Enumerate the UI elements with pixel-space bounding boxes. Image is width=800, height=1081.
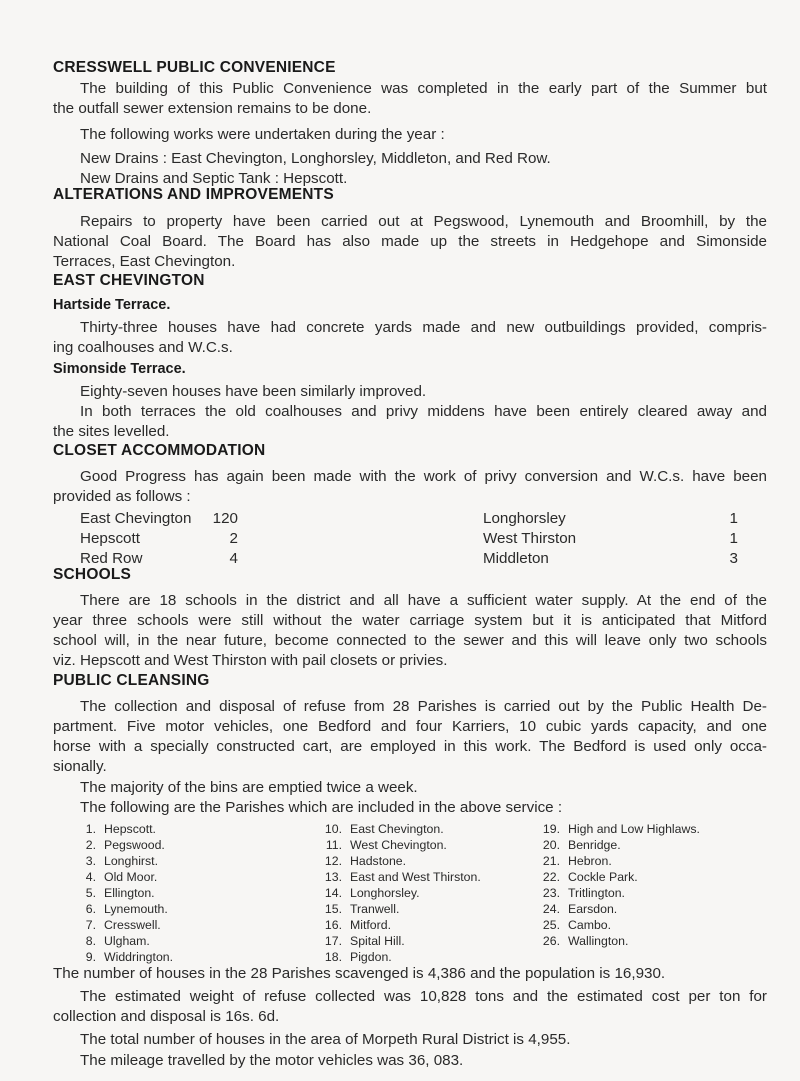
parish-list-item [74,917,173,933]
schools-heading: SCHOOLS [53,566,132,583]
cresswell-para2: The following works were undertaken during the year : [80,126,445,143]
weight-line1: The estimated weight of refuse collected was 10,828 tons and the estimated cost per ton for [80,988,767,1005]
parish-number: 5. [85,886,96,900]
parish-number: 14. [324,886,342,900]
parish-name: Tranwell. [350,902,400,916]
parish-number: 21. [542,854,560,868]
parish-number: 19. [542,822,560,836]
closet-heading: CLOSET ACCOMMODATION [53,442,266,459]
parish-number: 15. [324,902,342,916]
alterations-line3: Terraces, East Chevington. [53,253,236,270]
parish-name: Hepscott. [104,822,156,836]
parish-list-item [538,901,700,917]
parish-name: Longhirst. [104,854,159,868]
simonside-line1: Eighty-seven houses have been similarly improved. [80,383,427,400]
parish-number: 26. [542,934,560,948]
closet-count-a: 2 [229,530,238,547]
mileage-line: The mileage travelled by the motor vehicles was 36, 083. [80,1052,464,1069]
weight-line2: collection and disposal is 16s. 6d. [53,1008,280,1025]
parish-list-item [320,869,481,885]
schools-line4: viz. Hepscott and West Thirston with pail closets or privies. [53,652,448,669]
works-line-1: New Drains : East Chevington, Longhorsley, Middleton, and Red Row. [80,150,551,167]
parish-list-item [320,917,481,933]
parish-list-item [74,853,173,869]
parish-name: Ellington. [104,886,155,900]
schools-line1: There are 18 schools in the district and all have a sufficient water supply. At the end of the [80,592,767,609]
parish-name: Spital Hill. [350,934,405,948]
cleansing-line2: partment. Five motor vehicles, one Bedford and four Karriers, 10 cubic yards capacity, and one [53,718,767,735]
schools-line2: year three schools were still without the water carriage system but it is anticipated that Mitford [53,612,767,629]
parish-list-item [320,949,481,965]
alterations-heading: ALTERATIONS AND IMPROVEMENTS [53,186,334,203]
schools-line3: school will, in the near future, become connected to the sewer and this will leave only two schools [53,632,767,649]
parish-list-item [74,869,173,885]
total-houses-line: The total number of houses in the area of Morpeth Rural District is 4,955. [80,1031,571,1048]
closet-place-b: Middleton [483,550,549,567]
parish-name: Old Moor. [104,870,158,884]
parish-name: High and Low Highlaws. [568,822,700,836]
closet-place-b: Longhorsley [483,510,566,527]
parish-list-item [74,933,173,949]
parish-number: 8. [85,934,96,948]
closet-count-b: 1 [729,510,738,527]
parish-list-col2 [320,821,481,965]
parish-number: 11. [325,838,342,852]
parish-number: 9. [85,950,96,964]
parish-list-item [320,901,481,917]
works-line-2: New Drains and Septic Tank : Hepscott. [80,170,348,187]
parish-name: Widdrington. [104,950,174,964]
closet-count-a: 4 [229,550,238,567]
cleansing-line5: The majority of the bins are emptied twice a week. [80,779,418,796]
cleansing-line3: horse with a specially constructed cart, are employed in this work. The Bedford is used only occa- [53,738,767,755]
parish-number: 6. [85,902,96,916]
parish-list-item [320,821,481,837]
parish-number: 24. [542,902,560,916]
hartside-line2: ing coalhouses and W.C.s. [53,339,233,356]
parish-name: Lynemouth. [104,902,168,916]
parish-number: 16. [324,918,342,932]
parish-list-item [538,869,700,885]
closet-count-a: 120 [212,510,238,527]
parish-name: Longhorsley. [350,886,420,900]
parish-name: Pegswood. [104,838,165,852]
parish-list-item [538,837,700,853]
parish-number: 22. [542,870,560,884]
houses-line: The number of houses in the 28 Parishes scavenged is 4,386 and the population is 16,930. [53,965,666,982]
parish-name: Benridge. [568,838,621,852]
parish-number: 17. [324,934,342,948]
parish-list-item [320,933,481,949]
parish-list-item [74,837,173,853]
parish-list-item [320,853,481,869]
parish-list-item [538,885,700,901]
simonside-line3: the sites levelled. [53,423,170,440]
cleansing-line1: The collection and disposal of refuse from 28 Parishes is carried out by the Public Health De- [80,698,767,715]
cresswell-heading: CRESSWELL PUBLIC CONVENIENCE [53,59,336,76]
parish-name: East Chevington. [350,822,444,836]
parish-list-col3 [538,821,700,949]
parish-list-item [74,821,173,837]
parish-list-item [74,949,173,965]
parish-list-item [538,853,700,869]
closet-count-b: 3 [729,550,738,567]
east-chevington-heading: EAST CHEVINGTON [53,272,205,289]
hartside-line1: Thirty-three houses have had concrete yards made and new outbuildings provided, compris- [80,319,767,336]
closet-count-b: 1 [729,530,738,547]
parish-number: 4. [85,870,96,884]
parish-number: 1. [85,822,96,836]
cresswell-para1-line2: the outfall sewer extension remains to be done. [53,100,372,117]
parish-number: 18. [324,950,342,964]
parish-name: Hadstone. [350,854,407,868]
parish-name: Cambo. [568,918,612,932]
parish-list-item [74,885,173,901]
parish-name: East and West Thirston. [350,870,481,884]
alterations-line2: National Coal Board. The Board has also made up the streets in Hedgehope and Simonside [53,233,767,250]
parish-list-item [538,933,700,949]
parish-name: Cresswell. [104,918,161,932]
closet-place-a: East Chevington [80,510,192,527]
simonside-line2: In both terraces the old coalhouses and privy middens have been entirely cleared away and [80,403,767,420]
closet-place-a: Hepscott [80,530,140,547]
parish-name: West Chevington. [350,838,447,852]
parish-name: Ulgham. [104,934,150,948]
parish-number: 13. [324,870,342,884]
parish-number: 20. [542,838,560,852]
parish-name: Earsdon. [568,902,618,916]
parish-list-item [320,837,481,853]
parish-number: 23. [542,886,560,900]
parish-name: Cockle Park. [568,870,638,884]
parish-number: 10. [324,822,342,836]
parish-name: Tritlington. [568,886,625,900]
parish-number: 7. [85,918,96,932]
parish-list-item [74,901,173,917]
parish-list-item [538,821,700,837]
closet-line1: Good Progress has again been made with the work of privy conversion and W.C.s. have been [80,468,767,485]
closet-place-a: Red Row [80,550,143,567]
cleansing-heading: PUBLIC CLEANSING [53,672,210,689]
cleansing-line6: The following are the Parishes which are included in the above service : [80,799,563,816]
closet-place-b: West Thirston [483,530,577,547]
simonside-heading: Simonside Terrace. [53,361,186,377]
parish-number: 3. [85,854,96,868]
parish-list-item [538,917,700,933]
parish-name: Wallington. [568,934,629,948]
closet-line2: provided as follows : [53,488,191,505]
parish-list-col1 [74,821,173,965]
parish-list-item [320,885,481,901]
parish-number: 12. [324,854,342,868]
parish-name: Pigdon. [350,950,392,964]
cleansing-line4: sionally. [53,758,107,775]
alterations-line1: Repairs to property have been carried out at Pegswood, Lynemouth and Broomhill, by the [80,213,767,230]
parish-number: 25. [542,918,560,932]
parish-number: 2. [85,838,96,852]
parish-name: Hebron. [568,854,612,868]
cresswell-para1-line1: The building of this Public Convenience was completed in the early part of the Summer but [80,80,767,97]
hartside-heading: Hartside Terrace. [53,297,171,313]
parish-name: Mitford. [350,918,391,932]
